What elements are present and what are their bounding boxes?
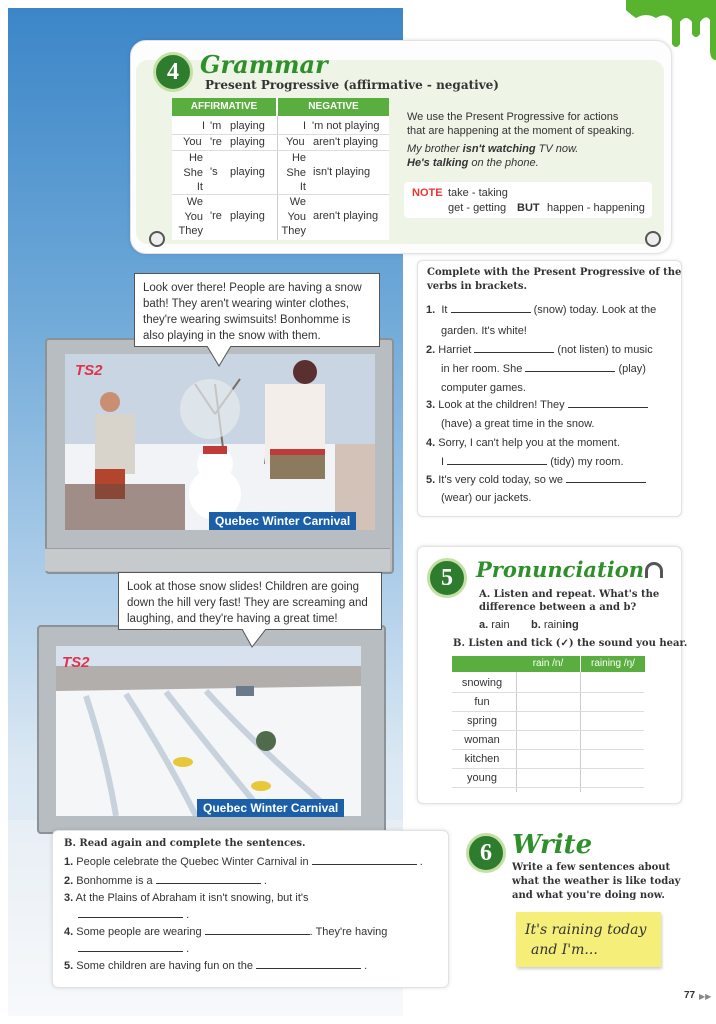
answer-blank[interactable] bbox=[447, 464, 547, 465]
exercise-item: (have) a great time in the snow. bbox=[441, 418, 595, 430]
answer-blank[interactable] bbox=[156, 883, 261, 884]
grammar-example bbox=[407, 157, 539, 169]
neg-rest: isn't playing bbox=[313, 166, 371, 178]
aff-pronoun: I bbox=[202, 120, 206, 132]
reading-item bbox=[64, 856, 423, 868]
answer-blank[interactable] bbox=[451, 312, 531, 313]
answer-blank[interactable] bbox=[525, 371, 615, 372]
item-number: 2. bbox=[426, 344, 436, 356]
aff-aux: 's bbox=[210, 166, 218, 178]
snow-slide-scene bbox=[56, 646, 361, 816]
example-text: on the phone. bbox=[468, 157, 539, 169]
write-instruction: what the weather is like today bbox=[512, 876, 681, 887]
exercise-item bbox=[426, 344, 653, 356]
pron-word: fun bbox=[474, 696, 490, 708]
aff-pronoun: He She It bbox=[183, 152, 203, 193]
grammar-title: Grammar bbox=[200, 50, 328, 79]
answer-blank[interactable] bbox=[312, 864, 417, 865]
answer-blank[interactable] bbox=[256, 968, 361, 969]
answer-blank[interactable] bbox=[78, 951, 183, 952]
snow-slides-photo bbox=[56, 646, 361, 816]
neg-rest: aren't playing bbox=[313, 210, 379, 222]
aff-aux: 're bbox=[210, 136, 222, 148]
answer-blank[interactable] bbox=[474, 352, 554, 353]
item-text: Some children are having fun on the bbox=[76, 960, 253, 972]
write-title: Write bbox=[512, 830, 593, 860]
item-text: . bbox=[186, 943, 190, 955]
sticky-text: It's raining today bbox=[525, 922, 647, 938]
aff-aux: 'm bbox=[210, 120, 222, 132]
exercise-instruction: Complete with the Present Progressive of the bbox=[427, 267, 682, 278]
pron-word: snowing bbox=[461, 677, 503, 689]
pron-word: woman bbox=[464, 734, 500, 746]
neg-rest: aren't playing bbox=[313, 136, 379, 148]
label: b. bbox=[531, 619, 541, 631]
grammar-rule-line: that are happening at the moment of speaking. bbox=[407, 125, 635, 137]
pron-word: spring bbox=[467, 715, 497, 727]
item-text: . bbox=[364, 960, 368, 972]
pron-word: kitchen bbox=[464, 753, 500, 765]
note-text: take - taking bbox=[448, 187, 508, 199]
write-instruction: and what you're doing now. bbox=[512, 890, 665, 901]
example-bold: isn't watching bbox=[462, 143, 536, 155]
reading-item bbox=[64, 926, 387, 938]
note-text: happen - happening bbox=[547, 202, 645, 214]
item-number: 1. bbox=[426, 304, 436, 316]
col-header: rain /n/ bbox=[516, 656, 580, 672]
tv-stand bbox=[45, 548, 390, 571]
exercise-item bbox=[441, 456, 624, 468]
col-header: raining /ŋ/ bbox=[580, 656, 645, 672]
headphones-icon bbox=[645, 562, 663, 578]
photo-caption: Quebec Winter Carnival bbox=[209, 512, 356, 530]
reading-item bbox=[78, 943, 189, 955]
channel-logo: TS2 bbox=[62, 654, 90, 671]
exercise-item: (wear) our jackets. bbox=[441, 492, 532, 504]
section-number-badge: 5 bbox=[427, 558, 467, 598]
item-text: Sorry, I can't help you at the moment. bbox=[438, 437, 620, 449]
grammar-subtitle: Present Progressive (affirmative - negative) bbox=[205, 78, 499, 92]
pron-instruction: A. Listen and repeat. What's the bbox=[479, 589, 660, 600]
item-text: At the Plains of Abraham it isn't snowing, but it's bbox=[75, 892, 309, 904]
aff-verb: playing bbox=[230, 120, 265, 132]
exercise-item bbox=[426, 437, 620, 449]
exercise-item: computer games. bbox=[441, 382, 526, 394]
item-text: Some people are wearing bbox=[76, 926, 202, 938]
note-label: NOTE bbox=[412, 187, 443, 199]
item-text: Harriet bbox=[438, 344, 472, 356]
pron-example bbox=[531, 619, 579, 631]
write-instruction: Write a few sentences about bbox=[512, 862, 671, 873]
grammar-example bbox=[407, 143, 578, 155]
answer-blank[interactable] bbox=[205, 934, 310, 935]
exercise-item bbox=[426, 304, 656, 316]
item-text: Look at the children! They bbox=[438, 399, 565, 411]
item-text: . They're having bbox=[309, 926, 388, 938]
item-number: 5. bbox=[64, 960, 74, 972]
item-number: 5. bbox=[426, 474, 436, 486]
bubble-tail bbox=[205, 346, 235, 368]
item-text: (snow) today. Look at the bbox=[533, 304, 657, 316]
exercise-instruction: verbs in brackets. bbox=[427, 281, 527, 292]
item-text: Bonhomme is a bbox=[76, 875, 153, 887]
next-page-icon: ▶▶ bbox=[699, 992, 712, 1001]
pron-example bbox=[479, 619, 510, 631]
snow-bath-scene bbox=[65, 354, 375, 530]
aff-verb: playing bbox=[230, 136, 265, 148]
photo-caption: Quebec Winter Carnival bbox=[197, 799, 344, 817]
item-number: 3. bbox=[426, 399, 436, 411]
sticky-text: and I'm... bbox=[531, 942, 598, 958]
pron-instruction: difference between a and b? bbox=[479, 602, 637, 613]
exercise-item bbox=[426, 399, 648, 411]
affirmative-header: AFFIRMATIVE bbox=[172, 98, 276, 116]
aff-pronoun: We You They bbox=[178, 196, 203, 237]
reading-item bbox=[78, 909, 189, 921]
example-text: TV now. bbox=[535, 143, 579, 155]
neg-pronoun: I bbox=[303, 120, 307, 132]
word-bold: ing bbox=[562, 619, 579, 631]
item-number: 3. bbox=[64, 892, 74, 904]
section-number-badge: 6 bbox=[466, 833, 506, 873]
pronunciation-title: Pronunciation bbox=[476, 557, 644, 582]
reading-item bbox=[64, 875, 267, 887]
neg-pronoun: You bbox=[286, 136, 305, 148]
pin-icon bbox=[645, 231, 661, 247]
reading-item bbox=[64, 960, 367, 972]
example-text: My brother bbox=[407, 143, 463, 155]
pron-instruction: B. Listen and tick (✓) the sound you hear. bbox=[453, 638, 688, 649]
item-number: 4. bbox=[64, 926, 74, 938]
neg-pronoun: He She It bbox=[286, 152, 306, 193]
page-number: 77 bbox=[684, 990, 696, 1001]
exercise-item bbox=[441, 363, 646, 375]
item-number: 1. bbox=[64, 856, 74, 868]
item-text: in her room. She bbox=[441, 363, 523, 375]
bubble-tail bbox=[240, 629, 270, 651]
item-text: It bbox=[441, 304, 448, 316]
word: rain bbox=[543, 619, 563, 631]
answer-blank[interactable] bbox=[568, 407, 648, 408]
item-text: (tidy) my room. bbox=[550, 456, 624, 468]
item-text: . bbox=[419, 856, 423, 868]
example-bold: He's talking bbox=[407, 157, 469, 169]
word: rain bbox=[491, 619, 510, 631]
speech-bubble: Look at those snow slides! Children are going down the hill very fast! They are screaming and laughing, and they're having a great time! bbox=[118, 572, 382, 630]
note-but: BUT bbox=[517, 202, 540, 214]
section-number-badge: 4 bbox=[153, 52, 193, 92]
item-text: (play) bbox=[618, 363, 646, 375]
note-text: get - getting bbox=[448, 202, 507, 214]
grammar-rule-line: We use the Present Progressive for actions bbox=[407, 111, 619, 123]
reading-instruction: B. Read again and complete the sentences. bbox=[64, 838, 306, 849]
label: a. bbox=[479, 619, 489, 631]
item-text: It's very cold today, so we bbox=[438, 474, 564, 486]
reading-item bbox=[64, 892, 309, 904]
item-text: I bbox=[441, 456, 445, 468]
channel-logo: TS2 bbox=[75, 362, 103, 379]
aff-pronoun: You bbox=[183, 136, 202, 148]
item-number: 2. bbox=[64, 875, 74, 887]
item-number: 4. bbox=[426, 437, 436, 449]
pron-word: young bbox=[467, 772, 497, 784]
aff-aux: 're bbox=[210, 210, 222, 222]
answer-blank[interactable] bbox=[566, 482, 646, 483]
exercise-item: garden. It's white! bbox=[441, 325, 527, 337]
carnival-photo bbox=[65, 354, 375, 530]
item-text: People celebrate the Quebec Winter Carnival in bbox=[76, 856, 309, 868]
item-text: . bbox=[263, 875, 267, 887]
negative-header: NEGATIVE bbox=[278, 98, 389, 116]
sticky-note bbox=[516, 912, 661, 967]
speech-bubble: Look over there! People are having a snow bath! They aren't wearing winter clothes, they're wearing swimsuits! Bonhomme is also playing in the snow with them. bbox=[134, 273, 380, 347]
aff-verb: playing bbox=[230, 210, 265, 222]
item-text: . bbox=[186, 909, 190, 921]
pin-icon bbox=[149, 231, 165, 247]
aff-verb: playing bbox=[230, 166, 265, 178]
neg-pronoun: We You They bbox=[281, 196, 306, 237]
answer-blank[interactable] bbox=[78, 917, 183, 918]
exercise-item bbox=[426, 474, 646, 486]
grammar-table bbox=[172, 98, 389, 240]
item-text: (not listen) to music bbox=[557, 344, 653, 356]
neg-rest: 'm not playing bbox=[312, 120, 380, 132]
